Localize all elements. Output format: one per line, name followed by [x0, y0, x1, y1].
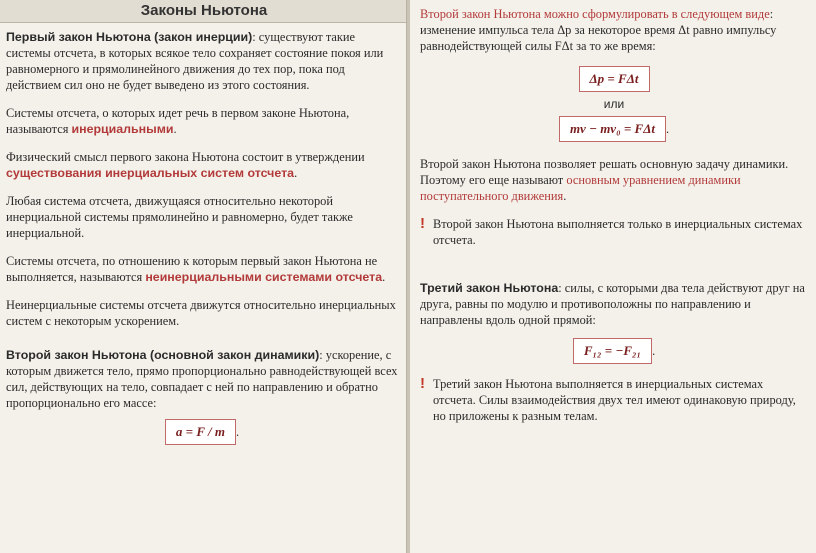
second-law-heading: Второй закон Ньютона (основной закон динамики): [6, 348, 320, 362]
noninertial-term: неинерциальными системами отсчета: [145, 270, 383, 284]
third-law-heading: Третий закон Ньютона: [420, 281, 559, 295]
page-title: Законы Ньютона: [0, 0, 408, 23]
momentum-formula-2: mv − mv₀ = FΔt: [559, 116, 666, 142]
or-label: или: [603, 97, 625, 111]
first-law-text: : существуют такие системы отсчета, в которых всякое тело сохраняет состояние покоя или равномерного и прямолинейного движения до тех пор, пока под действием сил оно не будет выведено из этого состояния.: [6, 30, 384, 92]
acceleration-paragraph: Неинерциальные системы отсчета движутся относительно инерциальных систем с некоторым ускорением.: [6, 298, 396, 328]
inertial-frames-text: Системы отсчета, о которых идет речь в первом законе Ньютона, называются: [6, 106, 350, 136]
acceleration-formula-row: a = F / m .: [6, 419, 398, 445]
second-law-text: : ускорение, с которым движется тело, прямо пропорционально равнодействующей всех сил, действующих на тело, совпадает с ней по направлению и обратно пропорционально его массе:: [6, 348, 398, 410]
momentum-formula: Δp = FΔt: [579, 66, 650, 92]
third-law-formula: F₁₂ = −F₂₁: [573, 338, 652, 364]
acceleration-formula: a = F / m: [165, 419, 236, 445]
first-law-heading: Первый закон Ньютона (закон инерции): [6, 30, 253, 44]
right-column: [410, 0, 816, 553]
note-inertial-only: [420, 216, 808, 248]
momentum-text: : изменение импульса тела Δp за некоторое время Δt равно импульсу равнодействующей силы FΔt за то же время:: [420, 7, 777, 53]
moving-frame-paragraph: Любая система отсчета, движущаяся относительно некоторой инерциальной системы прямолинейно и равномерно, будет также инерциальной.: [6, 194, 353, 240]
first-law-paragraph: [6, 29, 398, 93]
inertial-term: инерциальными: [71, 122, 174, 136]
momentum-paragraph: [420, 6, 808, 54]
inertial-frames-paragraph: Системы отсчета, о которых идет речь в первом законе Ньютона, называются инерциальными.: [6, 106, 350, 136]
physical-meaning-text: Физический смысл первого закона Ньютона состоит в утверждении: [6, 150, 365, 164]
third-law-text: : силы, с которыми два тела действуют друг на друга, равны по модулю и противоположны по направлению и направлены вдоль одной прямой:: [420, 281, 805, 327]
noninertial-text: Системы отсчета, по отношению к которым первый закон Ньютона не выполняется, называются: [6, 254, 378, 284]
dynamics-paragraph: Второй закон Ньютона позволяет решать основную задачу динамики. Поэтому его еще называют основным уравнением динамики поступательного движения.: [420, 157, 789, 203]
third-law-paragraph: [420, 280, 808, 328]
physical-meaning-paragraph: Физический смысл первого закона Ньютона состоит в утверждении существования инерциальных систем отсчета.: [6, 150, 365, 180]
third-law-formula-row: F₁₂ = −F₂₁ .: [420, 338, 808, 364]
dynamics-term: основным уравнением динамики поступательного движения: [420, 173, 741, 203]
second-law-paragraph: [6, 347, 398, 411]
noninertial-paragraph: Системы отсчета, по отношению к которым первый закон Ньютона не выполняется, называются неинерциальными системами отсчета.: [6, 254, 386, 284]
momentum-intro: Второй закон Ньютона можно сформулировать в следующем виде: [420, 7, 770, 21]
exclamation-icon: !: [420, 215, 425, 232]
existence-term: существования инерциальных систем отсчета: [6, 166, 295, 180]
note-inertial-only-text: Второй закон Ньютона выполняется только в инерциальных системах отсчета.: [433, 217, 803, 247]
exclamation-icon: !: [420, 375, 425, 392]
momentum-formula-row: [420, 66, 808, 92]
momentum-formula-2-row: mv − mv₀ = FΔt .: [420, 116, 808, 142]
note-third-law: [420, 376, 808, 424]
note-third-law-text: Третий закон Ньютона выполняется в инерциальных системах отсчета. Силы взаимодействия двух тел имеют одинаковую природу, но приложены к разным телам.: [433, 377, 796, 423]
dynamics-text: Второй закон Ньютона позволяет решать основную задачу динамики. Поэтому его еще называют: [420, 157, 789, 187]
